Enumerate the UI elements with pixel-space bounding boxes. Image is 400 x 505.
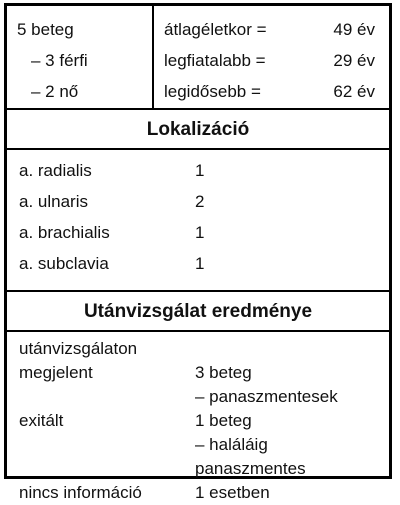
- stat-value: 62 év: [333, 82, 375, 101]
- localization-item: [7, 217, 389, 248]
- age-stats: [154, 6, 389, 108]
- followup-right: panaszmentes: [195, 459, 306, 478]
- localization-item: [7, 248, 389, 279]
- localization-list: [7, 150, 389, 292]
- stat-row-youngest: [154, 45, 389, 76]
- followup-line: [7, 409, 389, 433]
- stat-label: átlagéletkor =: [164, 20, 267, 39]
- followup-left: nincs információ: [19, 483, 142, 502]
- followup-line: [7, 361, 389, 385]
- followup-right: – haláláig: [195, 435, 268, 454]
- artery-name: a. brachialis: [19, 223, 110, 242]
- followup-line: [7, 433, 389, 457]
- stat-label: legfiatalabb =: [164, 51, 266, 70]
- followup-right: 3 beteg: [195, 363, 252, 382]
- followup-list: [7, 332, 389, 505]
- stat-value: 29 év: [333, 51, 375, 70]
- followup-heading: Utánvizsgálat eredménye: [7, 292, 389, 332]
- artery-name: a. subclavia: [19, 254, 109, 273]
- localization-heading: Lokalizáció: [7, 110, 389, 150]
- patient-counts: [7, 6, 154, 108]
- stat-row-average-age: [154, 14, 389, 45]
- followup-left: exitált: [19, 411, 64, 430]
- followup-right: 1 esetben: [195, 483, 270, 502]
- case-count: 1: [195, 254, 205, 273]
- patient-stats-section: [7, 6, 389, 110]
- followup-line: [7, 457, 389, 481]
- artery-name: a. ulnaris: [19, 192, 88, 211]
- artery-name: a. radialis: [19, 161, 92, 180]
- localization-item: [7, 155, 389, 186]
- patient-total: 5 beteg: [17, 20, 74, 39]
- followup-line: [7, 337, 389, 361]
- stat-label: legidősebb =: [164, 82, 261, 101]
- patient-female-count: – 2 nő: [31, 82, 79, 101]
- followup-right: – panaszmentesek: [195, 387, 338, 406]
- followup-left: utánvizsgálaton: [19, 339, 138, 358]
- case-count: 1: [195, 161, 205, 180]
- patient-male-count: – 3 férfi: [31, 51, 88, 70]
- stat-value: 49 év: [333, 20, 375, 39]
- followup-right: 1 beteg: [195, 411, 252, 430]
- case-count: 2: [195, 192, 205, 211]
- stat-row-oldest: [154, 76, 389, 107]
- localization-item: [7, 186, 389, 217]
- followup-left: megjelent: [19, 363, 93, 382]
- summary-table: [4, 3, 392, 502]
- followup-line: [7, 385, 389, 409]
- case-count: 1: [195, 223, 205, 242]
